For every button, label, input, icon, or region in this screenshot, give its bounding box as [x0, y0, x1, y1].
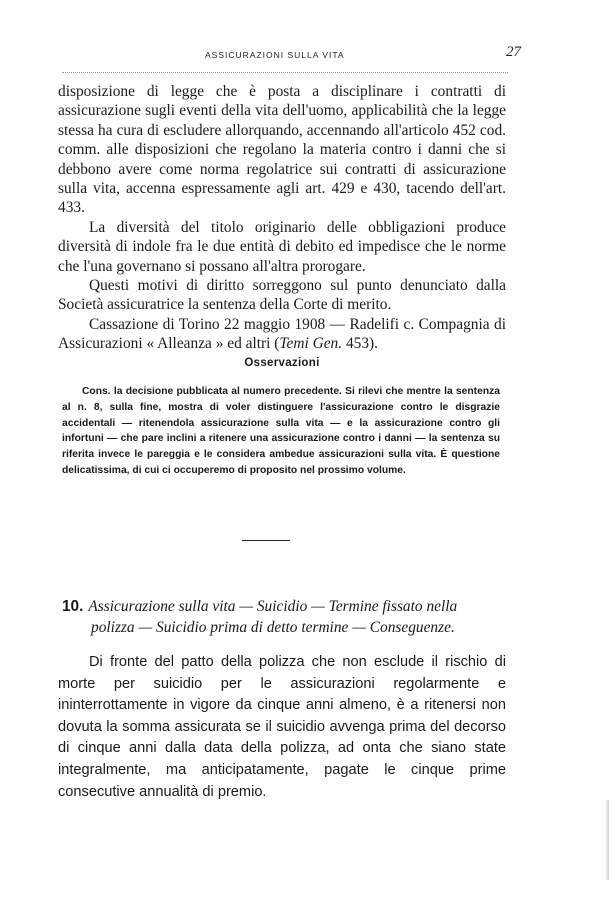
section-heading-line-2	[62, 617, 506, 638]
intro-paragraph-1: disposizione di legge che è posta a disciplinare i contratti di assicurazione sugli eventi della vita dell'uomo, applicabilità che la legge stessa ha cura di escludere allorquando, accennando all'articolo 452 cod. comm. alle disposizioni che regolano la materia contro i danni che si debbono avere come norma regolatrice sui contratti di assicurazione sulla vita, accenna espressamente agli art. 429 e 430, tacendo dell'art. 433.	[58, 83, 506, 217]
section-heading	[62, 596, 506, 638]
section-title-line-2: polizza — Suicidio prima di detto termine — Conseguenze.	[91, 619, 455, 636]
section-heading-line-1	[62, 596, 506, 617]
page-number: 27	[506, 44, 521, 60]
intro-paragraph-2: La diversità del titolo originario delle obbligazioni produce diversità di indole fra le due entità di debito ed impedisce che le norme che l'una governano si possano all'altra prorogare.	[58, 218, 506, 275]
citation-paragraph	[58, 315, 506, 354]
section-title-line-1: Assicurazione sulla vita — Suicidio — Termine fissato nella	[88, 598, 458, 615]
citation-text: Cassazione di Torino 22 maggio 1908 — Radelifi c. Compagnia di Assicurazioni « Alleanza » ed altri (	[58, 315, 506, 353]
header-rule	[62, 72, 508, 73]
section-number: 10.	[62, 598, 84, 615]
section-summary: Di fronte del patto della polizza che non esclude il rischio di morte per suicidio per le assicurazioni regolarmente e ininterrottamente in vigore da cinque anni almeno, è a ritenersi non dovuta la somma assicurata se il suicidio avvenga prima del decorso di cinque anni dalla data della polizza, ad onta che siano state integralmente, ma anticipatamente, pagate le cinque prime consecutive annualità di premio.	[58, 654, 506, 800]
observations-heading: Osservazioni	[244, 357, 320, 369]
citation-journal: Temi Gen.	[279, 335, 343, 353]
intro-paragraph-3: Questi motivi di diritto sorreggono sul punto denunciato dalla Società assicuratrice la sentenza della Corte di merito.	[58, 277, 506, 314]
section-divider	[242, 540, 290, 541]
observations-text: Cons. la decisione pubblicata al numero precedente. Si rilevi che mentre la sentenza al n. 8, sulla fine, mostra di voler distinguere l'assicurazione contro le disgrazie accidentali — ritenendola assicurazione sulla vita — e la assicurazione contro gli infortuni — che pare inclini a ritenere una assicurazione contro i danni — la sentenza su riferita invece le pareggia e le considera ambedue assicurazioni sulla vita. È questione delicatissima, di cui ci occuperemo di proposito nel prossimo volume.	[62, 386, 500, 476]
running-head	[0, 44, 609, 62]
intro-text	[58, 82, 506, 354]
running-title: ASSICURAZIONI SULLA VITA	[205, 50, 345, 60]
scan-edge-shadow	[605, 800, 609, 880]
citation-end: 453).	[342, 335, 379, 353]
